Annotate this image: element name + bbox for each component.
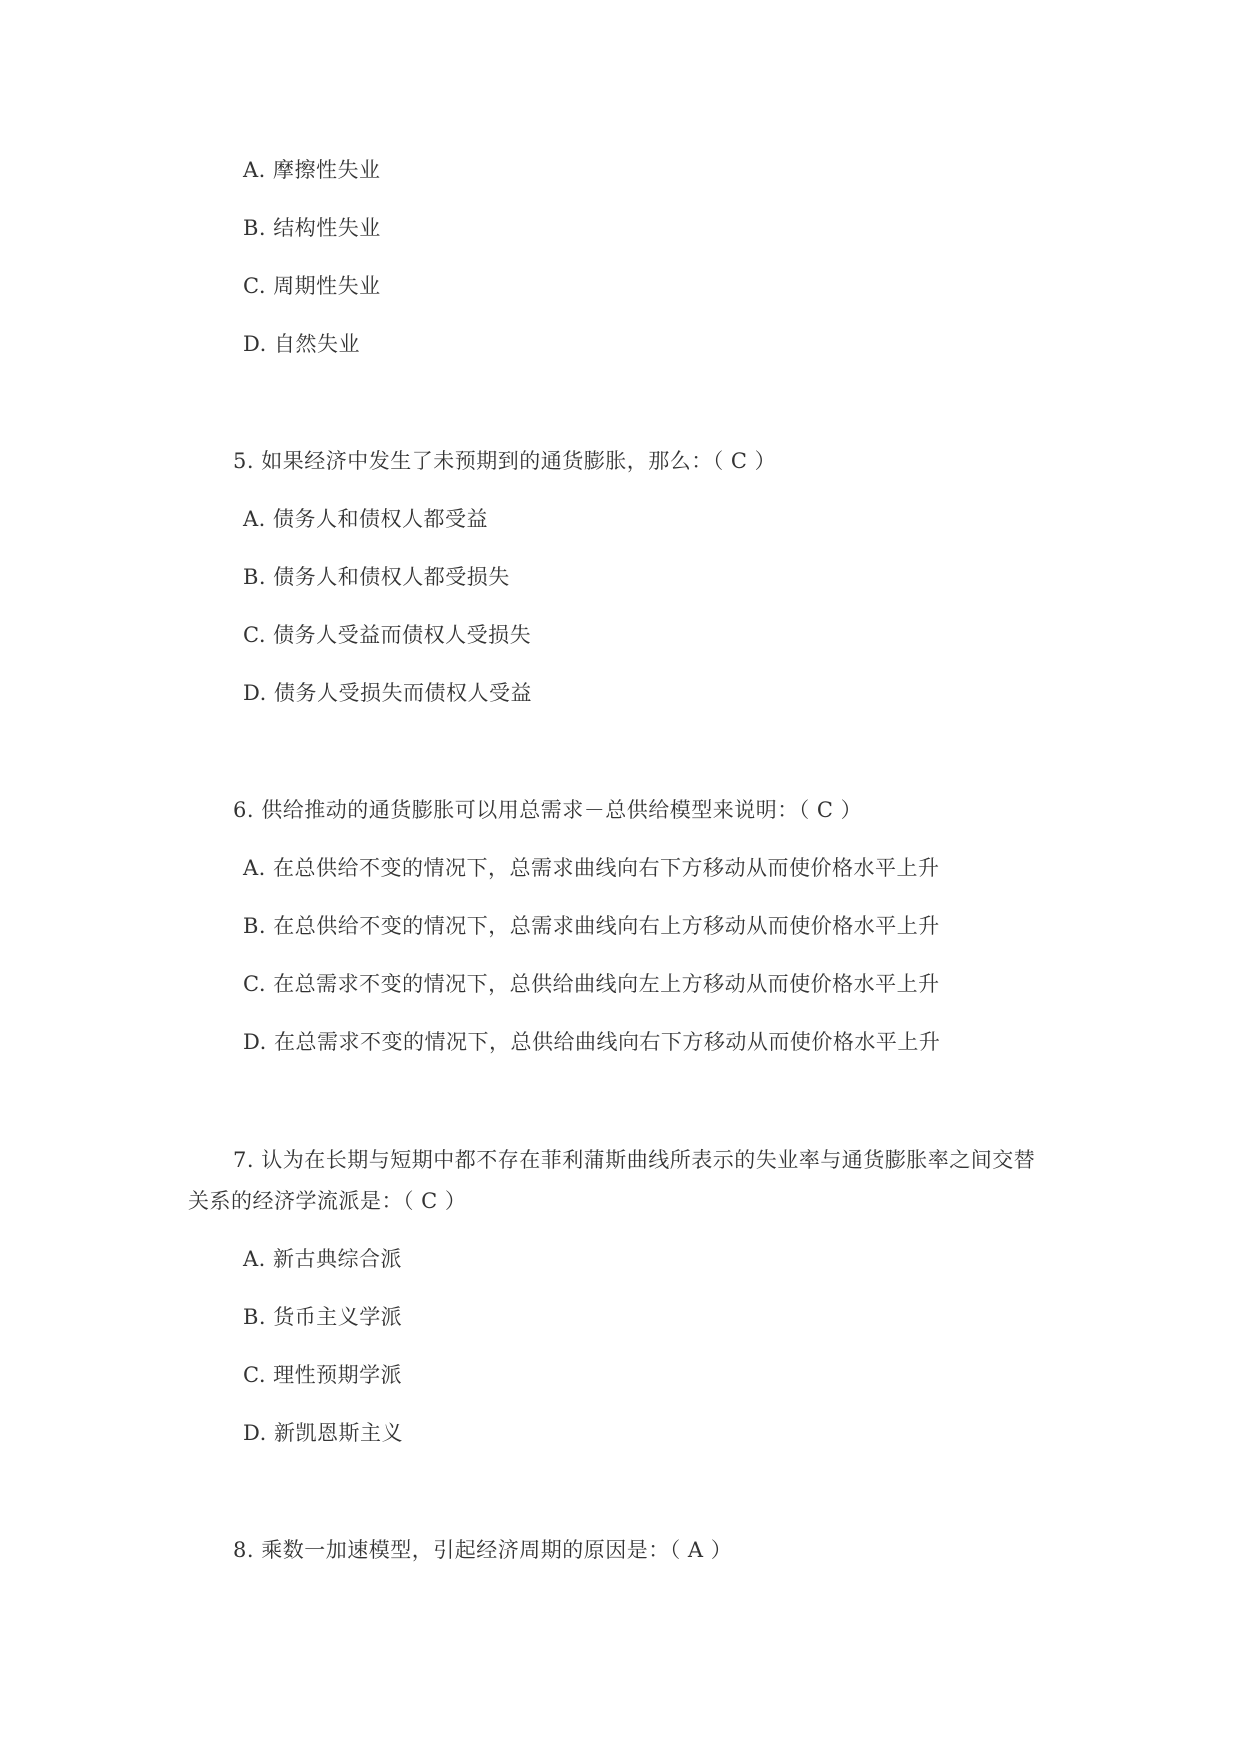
question-5-stem: 5. 如果经济中发生了未预期到的通货膨胀，那么：（ C ） [233, 449, 777, 473]
option-b: B. 结构性失业 [243, 216, 381, 240]
q7-option-a: A. 新古典综合派 [243, 1247, 403, 1271]
question-8-stem: 8. 乘数一加速模型，引起经济周期的原因是：（ A ） [233, 1538, 733, 1562]
option-c: C. 周期性失业 [243, 274, 381, 298]
option-d: D. 自然失业 [243, 332, 360, 356]
option-a: A. 摩擦性失业 [243, 158, 381, 182]
q5-option-d: D. 债务人受损失而债权人受益 [243, 681, 532, 705]
q7-option-c: C. 理性预期学派 [243, 1363, 403, 1387]
q6-option-d: D. 在总需求不变的情况下，总供给曲线向右下方移动从而使价格水平上升 [243, 1030, 941, 1054]
q6-option-c: C. 在总需求不变的情况下，总供给曲线向左上方移动从而使价格水平上升 [243, 972, 940, 996]
question-6-stem: 6. 供给推动的通货膨胀可以用总需求－总供给模型来说明：（ C ） [233, 798, 863, 822]
question-7-stem-line2: 关系的经济学流派是：（ C ） [188, 1189, 467, 1213]
question-7-stem-line1: 7. 认为在长期与短期中都不存在菲利蒲斯曲线所表示的失业率与通货膨胀率之间交替 [233, 1148, 1036, 1172]
q6-option-b: B. 在总供给不变的情况下，总需求曲线向右上方移动从而使价格水平上升 [243, 914, 940, 938]
q5-option-b: B. 债务人和债权人都受损失 [243, 565, 510, 589]
q6-option-a: A. 在总供给不变的情况下，总需求曲线向右下方移动从而使价格水平上升 [243, 856, 940, 880]
q5-option-c: C. 债务人受益而债权人受损失 [243, 623, 532, 647]
q7-option-b: B. 货币主义学派 [243, 1305, 403, 1329]
q5-option-a: A. 债务人和债权人都受益 [243, 507, 489, 531]
q7-option-d: D. 新凯恩斯主义 [243, 1421, 403, 1445]
